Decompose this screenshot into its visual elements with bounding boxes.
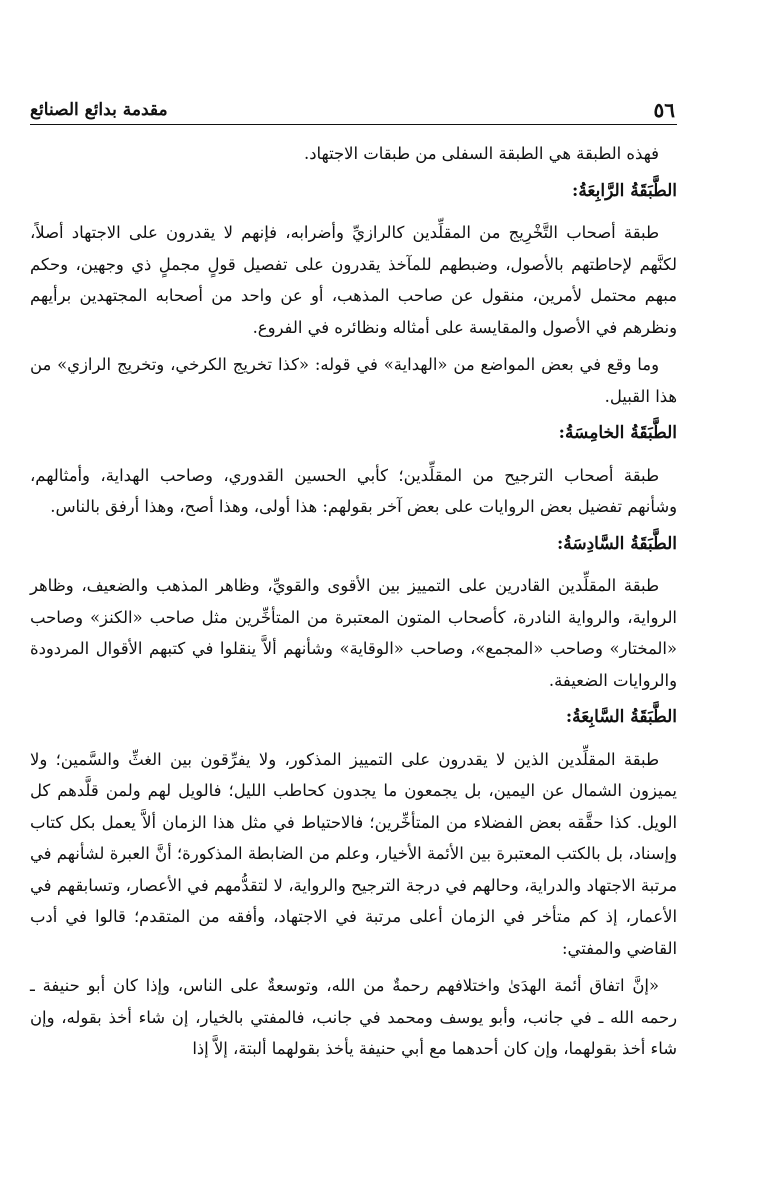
paragraph-seventh-rank: طبقة المقلِّدين الذين لا يقدرون على التمييز المذكور، ولا يفرِّقون بين الغثِّ والسَّمين؛ ولا يميزون الشمال عن اليمين، بل يجمعون ما يجدون كحاطب الليل؛ فالويل لهم ولمن قلَّدهم كل الويل. كذا حقَّقه بعض الفضلاء من المتأخِّرين؛ فالاحتياط في مثل هذا الزمان ألاَّ يعمل بكل كتاب وإسناد، بل بالكتب المعتبرة بين الأئمة الأخيار، وعلم من الضابطة المذكورة؛ أنَّ العبرة لشأنهم في مرتبة الاجتهاد والدراية، وحالهم في درجة الترجيح والرواية، لا لتقدُّمهم في الأعصار، وتسابقهم في الأعمار، إذ كم متأخر في الزمان أعلى مرتبة في الاجتهاد، وأفقه من المتقدم؛ قالوا في أدب القاضي والمفتي: bbox=[30, 749, 677, 958]
heading-sixth-rank: الطَّبَقَةُ السَّادِسَةُ: bbox=[556, 533, 677, 554]
paragraph-fifth-rank: طبقة أصحاب الترجيح من المقلِّدين؛ كأبي الحسين القدوري، وصاحب الهداية، وأمثالهم، وشأنهم تفضيل بعض الروايات على بعض آخر بقولهم: هذا أولى، وهذا أصح، وهذا أرفق بالناس. bbox=[30, 465, 677, 516]
paragraph-hidayah-example: وما وقع في بعض المواضع من «الهداية» في قوله: «كذا تخريج الكرخي، وتخريج الرازي» من هذا القبيل. bbox=[30, 355, 677, 406]
paragraph-fourth-rank-intro: فهذه الطبقة هي الطبقة السفلى من طبقات الاجتهاد. bbox=[304, 144, 659, 163]
paragraph-quotation: «إنَّ اتفاق أئمة الهدَىٰ واختلافهم رحمةٌ من الله، وتوسعةٌ على الناس، وإذا كان أبو حنيفة ـ رحمه الله ـ في جانب، وأبو يوسف ومحمد في جانب، فالمفتي بالخيار، إن شاء أخذ بقوله، وإن شاء أخذ بقولهما، وإن كان أحدهما مع أبي حنيفة يأخذ بقولهما ألبتة، إلاَّ إذا bbox=[30, 976, 677, 1058]
header-rule bbox=[30, 124, 677, 125]
page-body bbox=[30, 138, 677, 1071]
heading-fourth-rank: الطَّبَقَةُ الرَّابِعَةُ: bbox=[572, 180, 677, 201]
page-number: ٥٦ bbox=[653, 98, 675, 122]
running-title: مقدمة بدائع الصنائع bbox=[30, 100, 168, 120]
paragraph-sixth-rank: طبقة المقلِّدين القادرين على التمييز بين الأقوى والقويِّ، وظاهر المذهب والضعيف، وظاهر الرواية، والرواية النادرة، كأصحاب المتون المعتبرة من المتأخِّرين مثل صاحب «الكنز» وصاحب «المختار» وصاحب «المجمع»، وصاحب «الوقاية» وشأنهم ألاَّ ينقلوا في كتبهم الأقوال المردودة والروايات الضعيفة. bbox=[30, 576, 677, 690]
heading-seventh-rank: الطَّبَقَةُ السَّابِعَةُ: bbox=[565, 707, 677, 727]
running-header bbox=[30, 94, 675, 122]
heading-fifth-rank: الطَّبَقَةُ الخامِسَةُ: bbox=[558, 423, 677, 443]
paragraph-fourth-rank: طبقة أصحاب التَّخْرِيج من المقلِّدين كالرازيِّ وأضرابه، فإنهم لا يقدرون على الاجتهاد أصلاً، لكنَّهم لإحاطتهم بالأصول، وضبطهم للمآخذ يقدرون على تفصيل قولٍ مجملٍ ذي وجهين، وحكم مبهم محتمل لأمرين، منقول عن صاحب المذهب، أو عن واحد من أصحابه المجتهدين برأيهم ونظرهم في الأصول والمقايسة على أمثاله ونظائره في الفروع. bbox=[30, 223, 677, 337]
